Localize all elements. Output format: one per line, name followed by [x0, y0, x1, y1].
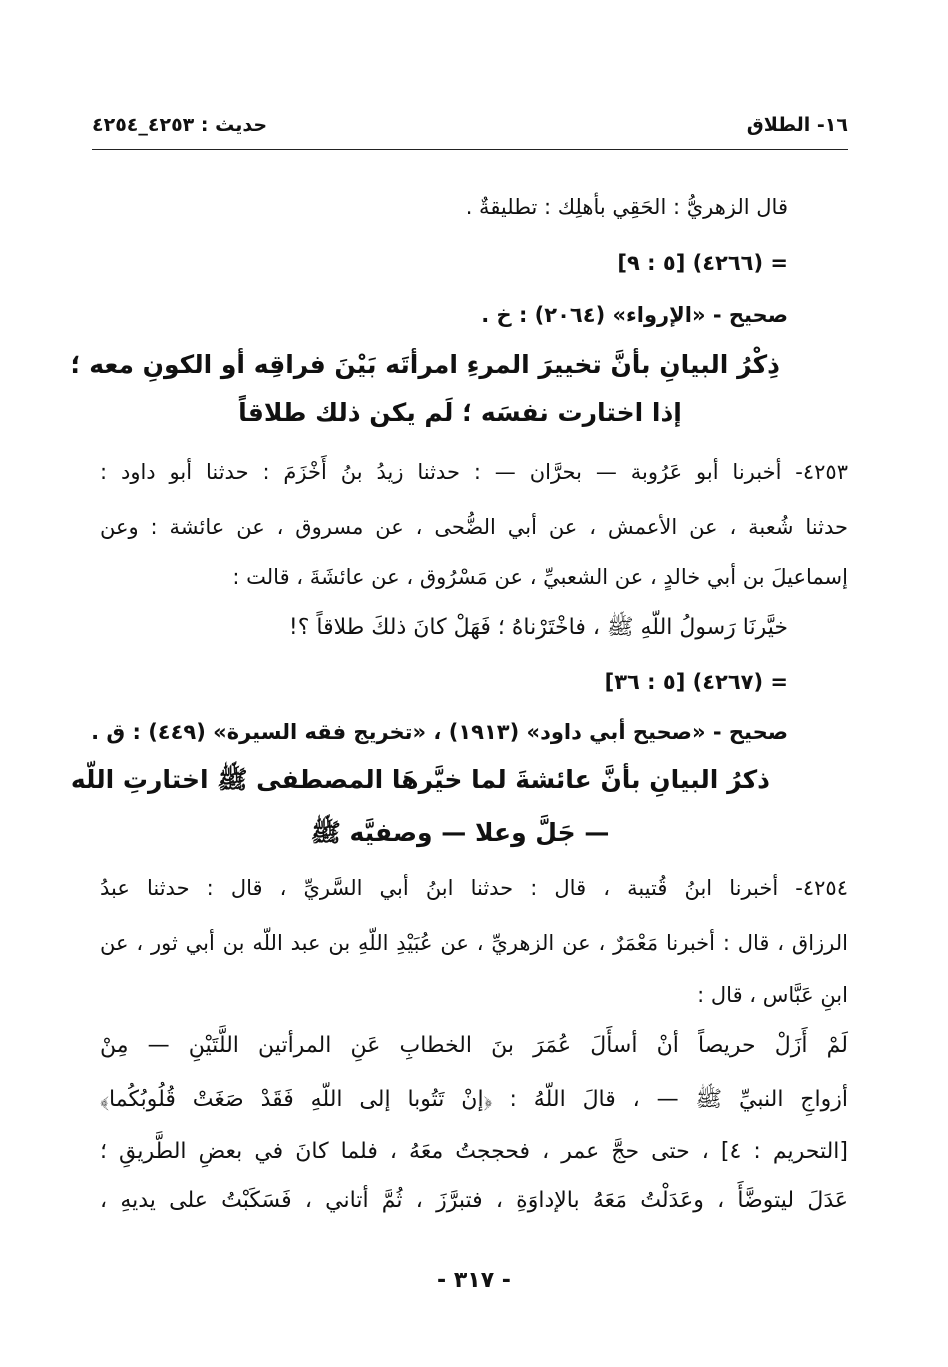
hadith-quote: خيَّرنَا رَسولُ اللّهِ ﷺ ، فاخْتَرْناهُ ؛ فَهَلْ كانَ ذلكَ طلاقاً ؟! [288, 615, 788, 640]
hadith-text: إسماعيلَ بن أبي خالدٍ ، عن الشعبيِّ ، عن مَسْرُوق ، عن عائشَةَ ، قالت : [232, 565, 848, 589]
cross-reference: = (٤٢٦٦) [٥ : ٩] [617, 251, 788, 275]
hadith-quote: [التحريم : ٤] ، حتى حجَّ عمر ، فحججتُ معَهُ ، فلما كانَ في بعضِ الطَّريقِ ؛ [100, 1139, 848, 1164]
chapter-title: ١٦- الطلاق [746, 114, 848, 136]
section-heading: إذا اختارت نفسَه ؛ لَم يكن ذلك طلاقاً [238, 398, 682, 427]
hadith-grade: صحيح - «الإرواء» (٢٠٦٤) : خ . [481, 303, 788, 327]
cross-reference: = (٤٢٦٧) [٥ : ٣٦] [604, 670, 788, 694]
section-heading: ذِكْرُ البيانِ بأنَّ تخييرَ المرءِ امرأتَه بَيْنَ فراقِه أو الكونِ معه ؛ [70, 350, 780, 379]
hadith-text: حدثنا شُعبة ، عن الأعمش ، عن أبي الضُّحى ، عن مسروق ، عن عائشة : وعن [100, 515, 848, 539]
hadith-quote: عَدَلَ ليتوضَّأَ ، وعَدَلْتُ مَعَهُ بالإداوَةِ ، فتبرَّزَ ، ثُمَّ أتاني ، فَسَكَبْتُ على يديهِ ، [100, 1188, 848, 1213]
hadith-text: ٤٢٥٤- أخبرنا ابنُ قُتيبة ، قال : حدثنا ابنُ أبي السَّريِّ ، قال : حدثنا عبدُ [100, 876, 848, 900]
hadith-quote: أزواجِ النبيِّ ﷺ — ، قالَ اللّهُ : ﴿إنْ تَتُوبا إلى اللّهِ فَقَدْ صَغَتْ قُلُوبُكُما﴾ [100, 1087, 848, 1112]
header-rule [92, 149, 848, 150]
hadith-grade: صحيح - «صحيح أبي داود» (١٩١٣) ، «تخريج فقه السيرة» (٤٤٩) : ق . [91, 720, 788, 744]
hadith-range: حديث : ٤٢٥٣_٤٢٥٤ [92, 114, 268, 136]
hadith-text: ٤٢٥٣- أخبرنا أبو عَرُوبة — بحرَّان — : حدثنا زيدُ بنُ أَخْزَمَ : حدثنا أبو داود : [100, 460, 848, 484]
page-number: - ٣١٧ - [437, 1268, 511, 1293]
section-heading: — جَلَّ وعلا — وصفيَّه ﷺ [310, 818, 610, 847]
hadith-text: الرزاق ، قال : أخبرنا مَعْمَرٌ ، عن الزهريِّ ، عن عُبَيْدِ اللّهِ بن عبد اللّه بن أبي ثور ، عن [100, 931, 848, 955]
page-header [92, 108, 848, 148]
section-heading: ذكرُ البيانِ بأنَّ عائشةَ لما خيَّرهَا المصطفى ﷺ اختارتِ اللّه [70, 765, 770, 794]
hadith-text: ابنِ عَبَّاس ، قال : [697, 983, 848, 1007]
hadith-quote: لَمْ أَزَلْ حريصاً أنْ أسأَلَ عُمَرَ بنَ الخطابِ عَنِ المرأتين اللَّتَيْنِ — مِنْ [100, 1033, 848, 1058]
zuhri-statement: قال الزهريُّ : الحَقِي بأهلِك : تطليقةٌ . [465, 195, 788, 219]
